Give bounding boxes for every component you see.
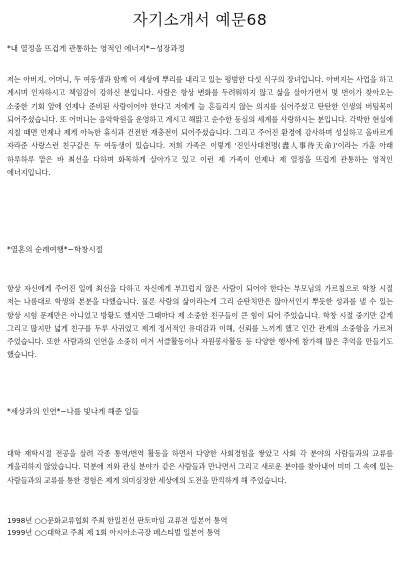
section-body-growth: 저는 아버지, 어머니, 두 여동생과 함께 이 세상에 뿌리를 내리고 있는 평범한 다섯 식구의 장녀입니다. 아버지는 사업을 하고 계시며 인자하시고 책임감이 강하신 분입니다. 사람은 항상 변화를 두려워하지 않고 삶을 살아가면서 몇 번이가 찾아오는 소중한 기회 앞에 언제나 준비된 사람이어야 한다고 저에게 늘 흔들리지 않는 의지를 심어주셨고 탄탄한 인생의 버팀목이 되어주셨습니다. 또 어머니는 음악학원을 운영하고 계시고 해맑고 순수한 동심의 세계를 사랑하시는 분입니다. 각박한 현실에 지칠 때면 언제나 제게 아늑한 휴식과 건전한 재충전이 되어주셨습니다. 그리고 주어진 환경에 감사하며 성실하고 올바르게 자라준 사랑스런 친구같은 두 여동생이 있습니다. 저희 가족은 이렇게 '진인사대천명(盡人事待天命)'이라는 가훈 아래 하루하루 맡은 바 최선을 다하며 화목하게 살아가고 있고 이런 제 가족이 언제나 제 열정을 뜨겁게 관통하는 영적인 에너지입니다. — [7, 75, 393, 178]
document-title: 자기소개서 예문68 — [132, 11, 268, 29]
section-heading-school: *열혼의 순례여행*~학창시절 — [7, 245, 103, 254]
section-body-career: 대학 재학시절 전공을 살려 각종 통역/번역 활동을 하면서 다양한 사회경험을 쌓았고 사회 각 분야의 사람들과의 교류를 게을리하지 않았습니다. 덕분에 저와 관심 분야가 같은 사람들과 만나면서 그리고 새로운 분야를 찾아내어 미미 그 속에 있는 사람들과의 교류를 통한 경험은 제게 의미심장한 세상에의 도전을 만끽하게 해 주었습니다. — [7, 449, 393, 485]
section-heading-career: *세상과의 인연*~나를 빛나게 해준 일들 — [7, 407, 139, 416]
section-heading-growth: *내 열정을 뜨겁게 관통하는 영적인 에너지*~성장과정 — [7, 44, 185, 53]
section-body-school: 항상 자신에게 주어진 일에 최선을 다하고 자신에게 부끄럽지 않은 사람이 되어야 한다는 부모님의 가르침으로 학창 시절 저는 나름대로 학생의 본분을 다했습니다. 물론 사람의 삶이라는게 그리 순탄치만은 않아서인지 뿌듯한 성과를 낼 수 있는 항상 시험 문제만은 아니었고 방황도 했지만 그때마다 제 소중한 친구들이 큰 힘이 되어 주었습니다. 학창 시절 중기만 같게 그리고 많지만 넓게 친구를 두루 사귀었고 제게 정서적인 유대감과 이해, 신뢰를 느끼게 했고 인간 관계의 소중함을 가르쳐 주었습니다. 또한 사람과의 인연을 소중히 여겨 서클활동이나 자원봉사활동 등 다양한 행사에 참가해 많은 추억을 만들기도 했습니다. — [7, 284, 393, 360]
activity-item: 1999년 ○○대학교 주최 제 1회 아시아소극장 페스티벌 일본어 통역 — [7, 528, 221, 537]
activity-item: 1998년 ○○문화교류협회 주최 한일친선 판토마임 교류전 일본어 통역 — [7, 516, 228, 525]
